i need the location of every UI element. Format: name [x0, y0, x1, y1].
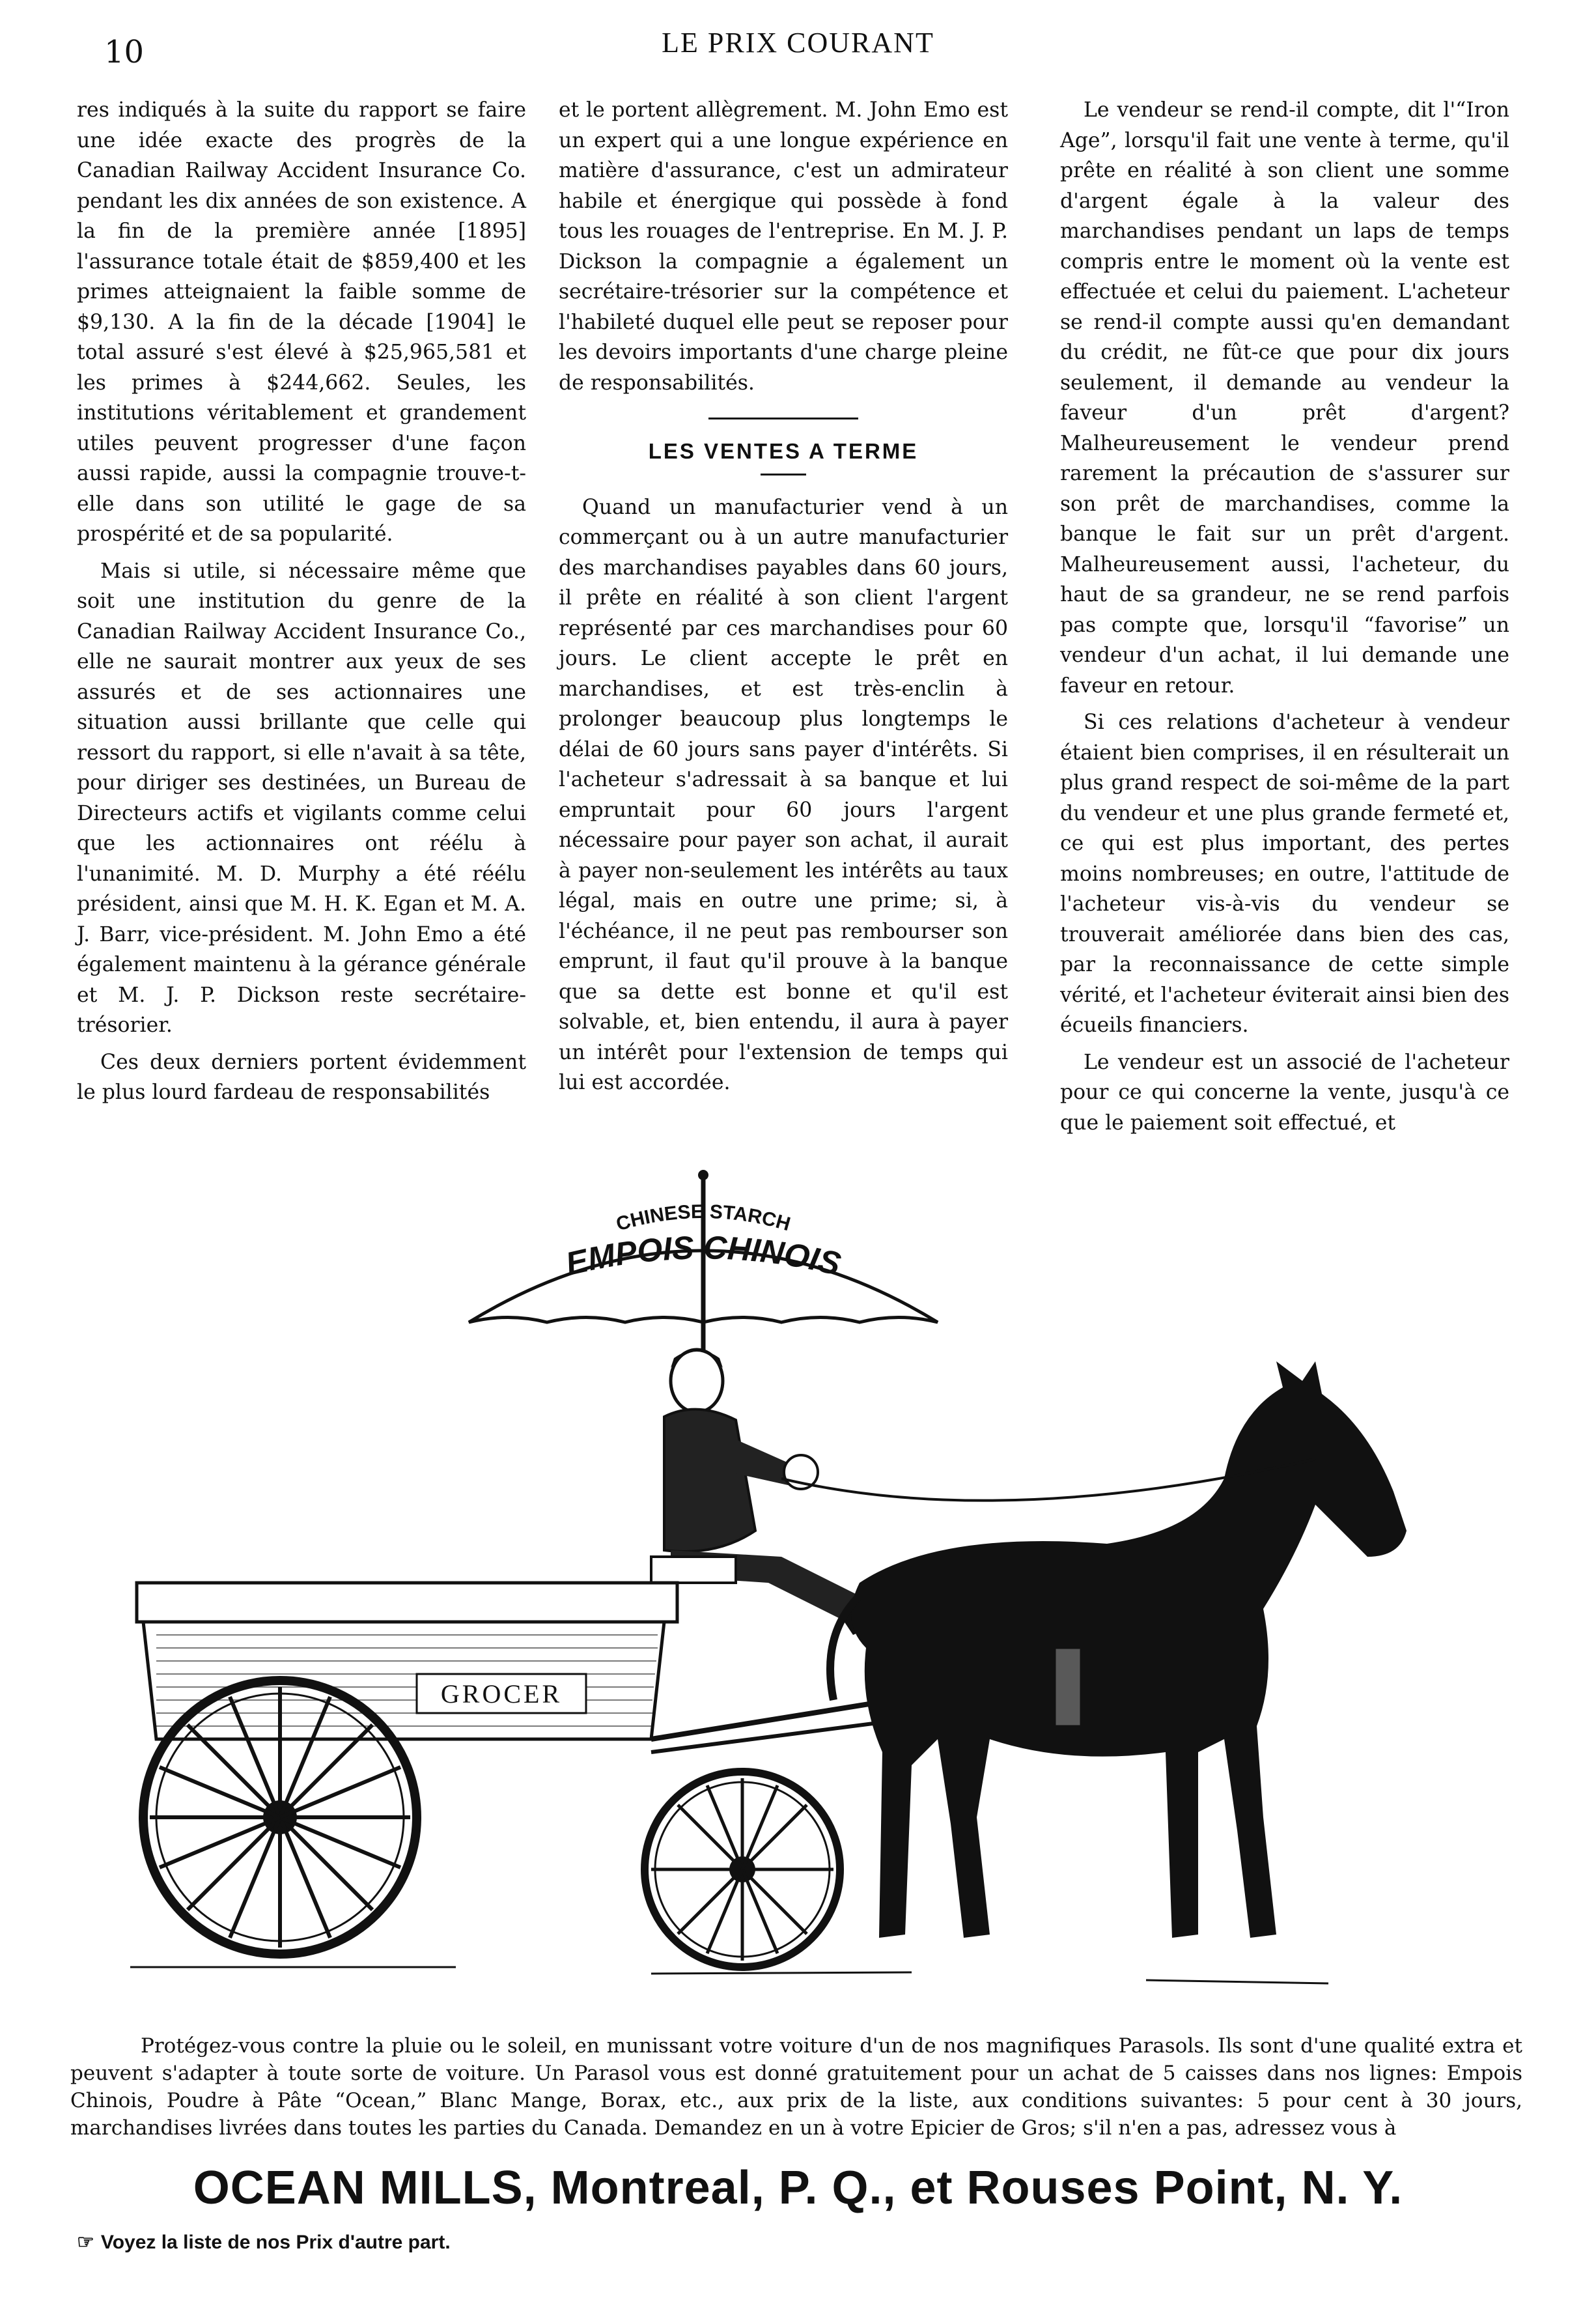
section-divider	[708, 418, 858, 419]
advertiser-name: OCEAN MILLS, Montreal, P. Q., et Rouses Point, N. Y.	[193, 2162, 1403, 2214]
paragraph: Quand un manufacturier vend à un commerçant ou à un autre manufacturier des marchandises payables dans 60 jours, il prête en réalité à son client l'argent représenté par ces marchandises pour 60 jours. Le client accepte le prêt en marchandises, et est très-enclin à prolonger beaucoup plus longtemps le délai de 60 jours sans payer d'intérêts. Si l'acheteur s'adressait à sa banque et lui empruntait pour 60 jours l'argent nécessaire pour payer son achat, il aurait à payer non-seulement les intérêts au taux légal, mais en outre une prime; si, à l'échéance, il ne peut pas rembourser son emprunt, il faut qu'il prouve à la banque que sa dette est bonne et qu'il est solvable, et, bien entendu, il aura à payer un intérêt pour l'extension de temps qui lui est accordée.	[559, 495, 1008, 1094]
advertisement-footer	[77, 2231, 451, 2254]
parasol-main-label: EMPOIS CHINOIS	[562, 1229, 845, 1283]
parasol-icon	[469, 1170, 938, 1361]
paragraph: res indiqués à la suite du rapport se faire une idée exacte des progrès de la Canadian Railway Accident Insurance Co. pendant les dix années de son existence. A la fin de la première année [1895] l'assurance totale était de $859,400 et les primes atteignaient la faible somme de $9,130. A la fin de la décade [1904] le total assuré s'est élevé à $25,965,581 et les primes à $244,662. Seules, les institutions véritablement et grandement utiles peuvent progresser d'une façon aussi rapide, aussi la compagnie trouve-t-elle dans son utilité le gage de sa prospérité et de sa popularité.	[77, 98, 526, 546]
paragraph: Le vendeur est un associé de l'acheteur pour ce qui concerne la vente, jusqu'à ce que le paiement soit effectué, et	[1060, 1050, 1509, 1135]
paragraph: Le vendeur se rend-il compte, dit l'“Iron Age”, lorsqu'il fait une vente à terme, qu'il prête en réalité à son client une somme d'argent égale à la valeur des marchandises pendant un laps de temps compris entre le moment où la vente est effectuée et celui du paiement. L'acheteur se rend-il compte aussi qu'en demandant du crédit, ne fût-ce que pour dix jours seulement, il demande au vendeur la faveur d'un prêt d'argent? Malheureusement le vendeur prend rarement la précaution de s'assurer sur son prêt de marchandises, comme la banque le fait sur un prêt d'argent. Malheureusement aussi, l'acheteur, du haut de sa grandeur, ne se rend parfois pas compte que, lorsqu'il “favorise” un vendeur d'un achat, il lui demande une faveur en retour.	[1060, 98, 1509, 698]
footer-text: Voyez la liste de nos Prix d'autre part.	[100, 2232, 451, 2253]
parasol-top-label: CHINESE STARCH	[613, 1200, 793, 1236]
paragraph: Si ces relations d'acheteur à vendeur étaient bien comprises, il en résulterait un plus grand respect de soi-même de la part du vendeur et une plus grande fermeté et, ce qui est plus important, des pertes moins nombreuses; en outre, l'attitude de l'acheteur vis-à-vis du vendeur se trouverait améliorée dans bien des cas, par la reconnaissance de cette simple vérité, et l'acheteur éviterait ainsi bien des écueils financiers.	[1060, 711, 1509, 1037]
column-1	[77, 95, 526, 1114]
paragraph: et le portent allègrement. M. John Emo est un expert qui a une longue expérience en matière d'assurance, c'est un admirateur habile et énergique qui possède à fond tous les rouages de l'entreprise. En M. J. P. Dickson la compagnie a également un secrétaire-trésorier sur la compétence et l'habileté duquel elle peut se reposer pour les devoirs importants d'une charge pleine de responsabilités.	[559, 98, 1008, 395]
front-wheel-icon	[645, 1772, 840, 1967]
paragraph: Mais si utile, si nécessaire même que soit une institution du genre de la Canadian Railway Accident Insurance Co., elle ne saurait montrer aux yeux de ses assurés et de ses actionnaires une situation aussi brillante que celle qui ressort du rapport, si elle n'avait à sa tête, pour diriger ses destinées, un Bureau de Directeurs actifs et vigilants comme celui que les actionnaires ont réélu à l'unanimité. M. D. Murphy a été réélu président, ainsi que M. H. K. Egan et M. A. J. Barr, vice-président. M. John Emo a été également maintenu à la gérance générale et M. J. P. Dickson reste secrétaire-trésorier.	[77, 559, 526, 1037]
wagon-label: GROCER	[440, 1679, 563, 1709]
advertisement-text	[70, 2032, 1522, 2142]
paragraph: Ces deux derniers portent évidemment le plus lourd fardeau de responsabilités	[77, 1050, 526, 1104]
grocer-wagon-illustration	[91, 1166, 1511, 2026]
horse-icon	[781, 1361, 1407, 1938]
page-number: 10	[104, 34, 145, 70]
column-3	[1060, 95, 1509, 1144]
section-heading: LES VENTES A TERME	[648, 439, 919, 463]
advertisement-body: Protégez-vous contre la pluie ou le soleil, en munissant votre voiture d'un de nos magnifiques Parasols. Ils sont d'une qualité extra et peuvent s'adapter à toute sorte de voiture. Un Parasol vous est donné gratuitement pour un achat de 5 caisses dans nos lignes: Empois Chinois, Poudre à Pâte “Ocean,” Blanc Mange, Borax, etc., aux prix de la liste, aux conditions suivantes: 5 pour cent à 30 jours, marchandises livrées dans toutes les parties du Canada. Demandez en un à votre Epicier de Gros; s'il n'en a pas, adressez vous à	[70, 2034, 1522, 2140]
column-2	[559, 95, 1008, 1105]
pointing-hand-icon: ☞	[77, 2232, 94, 2253]
heading-underline	[761, 474, 806, 475]
rear-wheel-icon	[143, 1681, 417, 1954]
journal-title: LE PRIX COURANT	[662, 27, 934, 59]
